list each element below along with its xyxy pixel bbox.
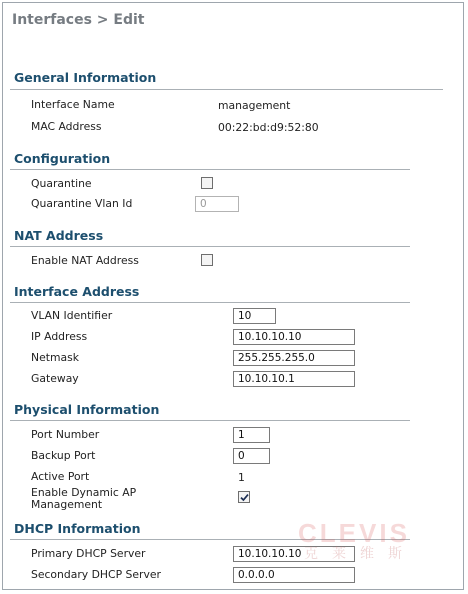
page-title: Interfaces > Edit: [12, 12, 145, 28]
interface-name-label: Interface Name: [31, 98, 115, 111]
ip-address-label: IP Address: [31, 330, 88, 343]
dynamic-ap-label-line1: Enable Dynamic AP: [31, 486, 137, 499]
watermark-subtext: 克莱维斯: [304, 546, 416, 562]
section-title-dhcp: DHCP Information: [14, 521, 141, 536]
ip-address-input[interactable]: [233, 329, 355, 345]
dynamic-ap-checkbox[interactable]: [238, 491, 250, 503]
vlan-identifier-label: VLAN Identifier: [31, 309, 113, 322]
port-number-input[interactable]: [233, 427, 270, 443]
quarantine-label: Quarantine: [31, 177, 92, 190]
enable-nat-checkbox[interactable]: [201, 254, 213, 266]
enable-nat-label: Enable NAT Address: [31, 254, 139, 267]
section-title-interface-address: Interface Address: [14, 284, 140, 299]
section-divider: [10, 246, 410, 247]
gateway-input[interactable]: [233, 371, 355, 387]
secondary-dhcp-input[interactable]: [233, 567, 355, 583]
quarantine-vlan-label: Quarantine Vlan Id: [31, 197, 133, 210]
port-number-label: Port Number: [31, 428, 100, 441]
section-title-general: General Information: [14, 70, 157, 85]
section-title-physical: Physical Information: [14, 402, 160, 417]
mac-address-value: 00:22:bd:d9:52:80: [218, 121, 319, 134]
netmask-label: Netmask: [31, 351, 79, 364]
dynamic-ap-label-line2: Management: [31, 498, 103, 511]
primary-dhcp-label: Primary DHCP Server: [31, 547, 146, 560]
section-divider: [10, 420, 410, 421]
vlan-identifier-input[interactable]: [233, 308, 276, 324]
mac-address-label: MAC Address: [31, 120, 102, 133]
section-divider: [10, 169, 410, 170]
watermark-text: CLEVIS: [298, 518, 410, 548]
active-port-label: Active Port: [31, 470, 90, 483]
netmask-input[interactable]: [233, 350, 355, 366]
quarantine-checkbox[interactable]: [201, 177, 213, 189]
backup-port-input[interactable]: [233, 448, 270, 464]
backup-port-label: Backup Port: [31, 449, 96, 462]
checkmark-icon: [240, 493, 249, 502]
active-port-value: 1: [238, 471, 245, 484]
section-title-configuration: Configuration: [14, 151, 111, 166]
section-divider: [10, 89, 443, 90]
secondary-dhcp-label: Secondary DHCP Server: [31, 568, 161, 581]
section-title-nat: NAT Address: [14, 228, 104, 243]
gateway-label: Gateway: [31, 372, 79, 385]
section-divider: [10, 302, 410, 303]
watermark-logo: [298, 520, 454, 562]
quarantine-vlan-input[interactable]: [195, 196, 239, 212]
dynamic-ap-label: [31, 487, 136, 511]
interface-name-value: management: [218, 99, 291, 112]
